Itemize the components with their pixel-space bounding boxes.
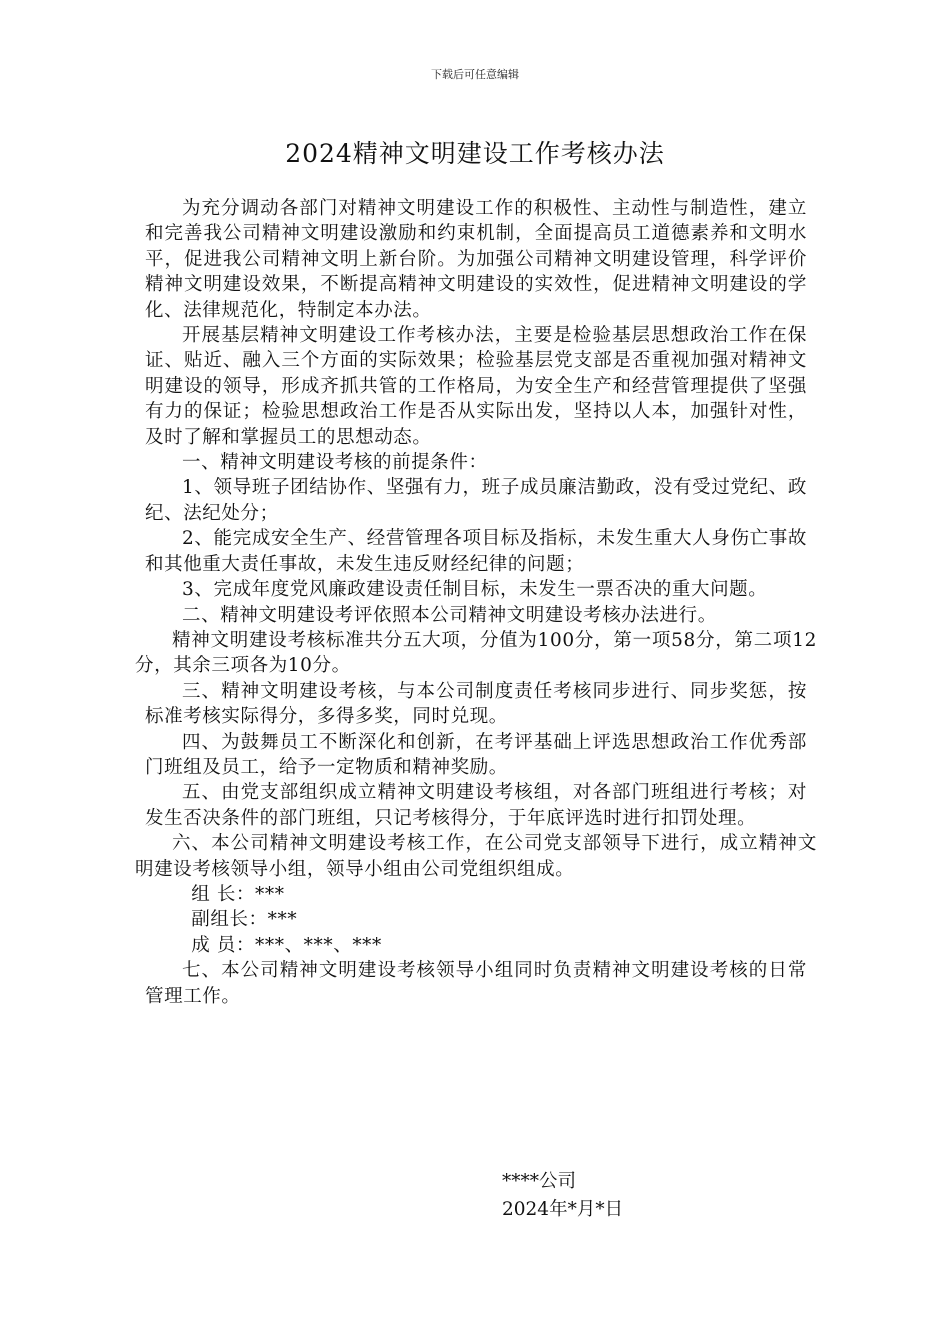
document-title: 2024精神文明建设工作考核办法 <box>285 139 665 168</box>
document-body <box>135 196 817 1009</box>
deputy-leader-line: 副组长：*** <box>191 909 298 931</box>
section-6: 六、本公司精神文明建设考核工作，在公司党支部领导下进行，成立精神文明建设考核领导小组，领导小组由公司党组织组成。 <box>135 833 817 880</box>
paragraph-intro: 为充分调动各部门对精神文明建设工作的积极性、主动性与制造性，建立和完善我公司精神文明建设激励和约束机制，全面提高员工道德素养和文明水平，促进我公司精神文明上新台阶。为加强公司精神文明建设管理，科学评价精神文明建设效果，不断提高精神文明建设的实效性，促进精神文明建设的学化、法律规范化，特制定本办法。 <box>145 198 807 321</box>
paragraph-scoring: 精神文明建设考核标准共分五大项，分值为100分，第一项58分，第二项12分，其余三项各为10分。 <box>135 629 817 677</box>
section-3: 三、精神文明建设考核，与本公司制度责任考核同步进行、同步奖惩，按标准考核实际得分，多得多奖，同时兑现。 <box>145 680 807 728</box>
signature-block <box>502 1168 623 1224</box>
condition-2: 2、能完成安全生产、经营管理各项目标及指标，未发生重大人身伤亡事故和其他重大责任事故，未发生违反财经纪律的问题； <box>145 528 807 575</box>
section-5: 五、由党支部组织成立精神文明建设考核组，对各部门班组进行考核；对发生否决条件的部门班组，只记考核得分，于年底评选时进行扣罚处理。 <box>145 782 807 829</box>
members-line: 成 员：***、***、*** <box>191 934 382 956</box>
section-4: 四、为鼓舞员工不断深化和创新，在考评基础上评选思想政治工作优秀部门班组及员工，给予一定物质和精神奖励。 <box>145 731 807 778</box>
signature-company: ****公司 <box>502 1171 577 1192</box>
header-note: 下载后可任意编辑 <box>431 68 519 81</box>
leader-line: 组 长：*** <box>191 883 285 905</box>
section-2-heading: 二、精神文明建设考评依照本公司精神文明建设考核办法进行。 <box>182 604 717 626</box>
signature-date: 2024年*月*日 <box>502 1199 624 1220</box>
condition-1: 1、领导班子团结协作、坚强有力，班子成员廉洁勤政，没有受过党纪、政纪、法纪处分； <box>145 477 807 524</box>
section-7: 七、本公司精神文明建设考核领导小组同时负责精神文明建设考核的日常管理工作。 <box>145 960 807 1007</box>
paragraph-purpose: 开展基层精神文明建设工作考核办法，主要是检验基层思想政治工作在保证、贴近、融入三个方面的实际效果；检验基层党支部是否重视加强对精神文明建设的领导，形成齐抓共管的工作格局，为安全生产和经营管理提供了坚强有力的保证；检验思想政治工作是否从实际出发，坚持以人本，加强针对性，及时了解和掌握员工的思想动态。 <box>145 325 807 448</box>
section-1-heading: 一、精神文明建设考核的前提条件： <box>182 452 488 474</box>
condition-3: 3、完成年度党风廉政建设责任制目标，未发生一票否决的重大问题。 <box>182 579 768 601</box>
